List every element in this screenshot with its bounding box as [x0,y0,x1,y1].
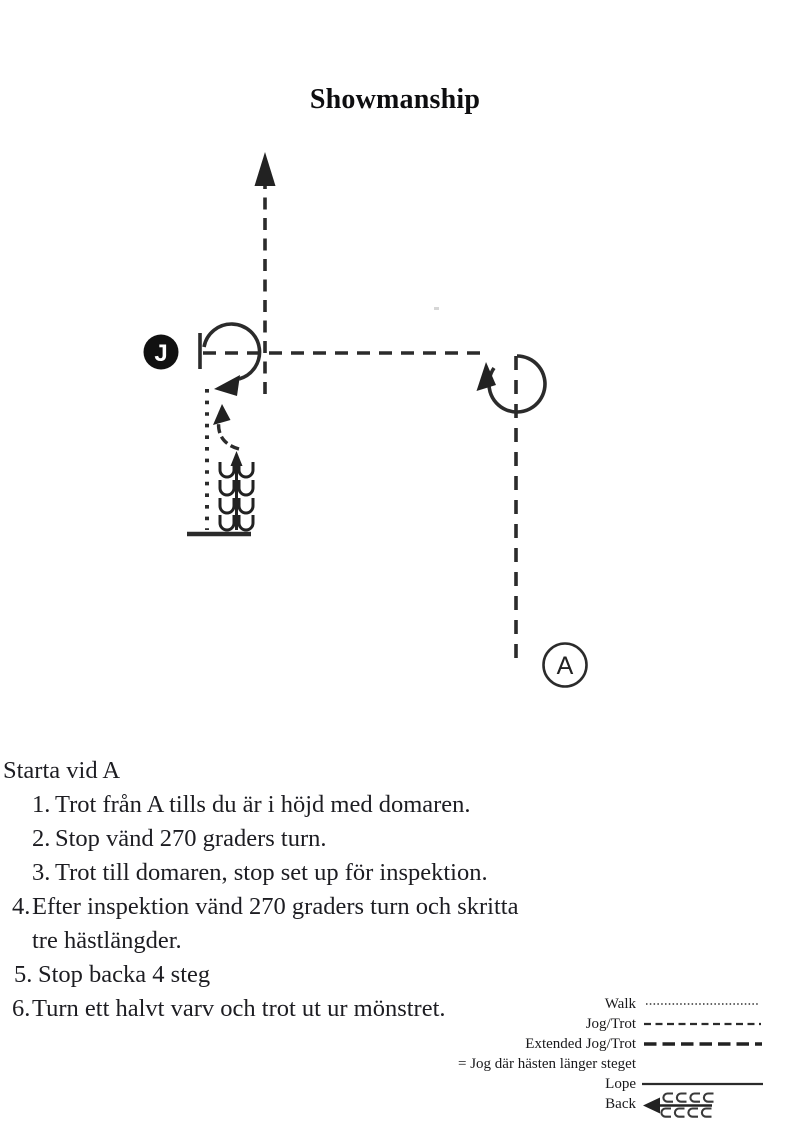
lope-label: Lope [605,1075,636,1092]
walk-line-swatch [642,1001,764,1007]
walk-curved-arrow-icon [213,404,239,449]
backup-arrowhead-icon [231,451,243,466]
legend-row-jog [404,1014,764,1034]
turn-270-right-icon [477,356,545,412]
item-number: 1. [32,791,51,818]
extended-jog-note: = Jog där hästen länger steget [458,1055,636,1072]
instruction-item-1 [0,788,600,822]
start-label: A [556,652,574,680]
jog-label: Jog/Trot [585,1015,636,1032]
item-text: Trot från A tills du är i höjd med domaren. [55,791,471,818]
item-number: 6. [12,995,31,1022]
instructions [0,754,600,1026]
judge-label: J [154,340,168,367]
item-number: 5. [14,961,33,988]
judge-marker [144,335,179,370]
scan-speck [434,307,439,310]
item-number: 2. [32,825,51,852]
instruction-item-3 [0,856,600,890]
lope-line-swatch [642,1081,764,1087]
legend-row-extended-jog [404,1034,764,1054]
item-text: Efter inspektion vänd 270 graders turn och skritta [32,893,519,920]
back-symbol-swatch [642,1090,764,1118]
item-text: Stop backa 4 steg [38,961,211,988]
item-number: 3. [32,859,51,886]
extended-jog-line-swatch [642,1040,764,1048]
item-number: 4. [12,893,31,920]
backup-hoofprints [220,451,253,530]
instruction-item-4-continuation: tre hästlängder. [32,927,182,954]
instruction-item-4 [0,890,600,924]
legend-row-extended-note [404,1054,764,1074]
instruction-item-2 [0,822,600,856]
item-text: Stop vänd 270 graders turn. [55,825,327,852]
back-label: Back [605,1095,636,1112]
legend-row-back [404,1094,764,1114]
jog-line-swatch [642,1021,764,1027]
walk-label: Walk [604,995,636,1012]
back-arrow-hoofprints-icon [642,1092,764,1118]
extended-jog-label: Extended Jog/Trot [525,1035,636,1052]
item-text: Trot till domaren, stop set up för inspektion. [55,859,488,886]
page-title: Showmanship [309,84,481,115]
start-marker-a [544,644,587,687]
instructions-intro: Starta vid A [3,757,121,784]
instruction-item-5 [0,958,600,992]
up-arrowhead-icon [255,152,276,186]
item-text: Turn ett halvt varv och trot ut ur mönstret. [32,995,446,1022]
turn-270-judge-icon [204,324,260,396]
gait-legend [404,994,764,1114]
legend-row-walk [404,994,764,1014]
